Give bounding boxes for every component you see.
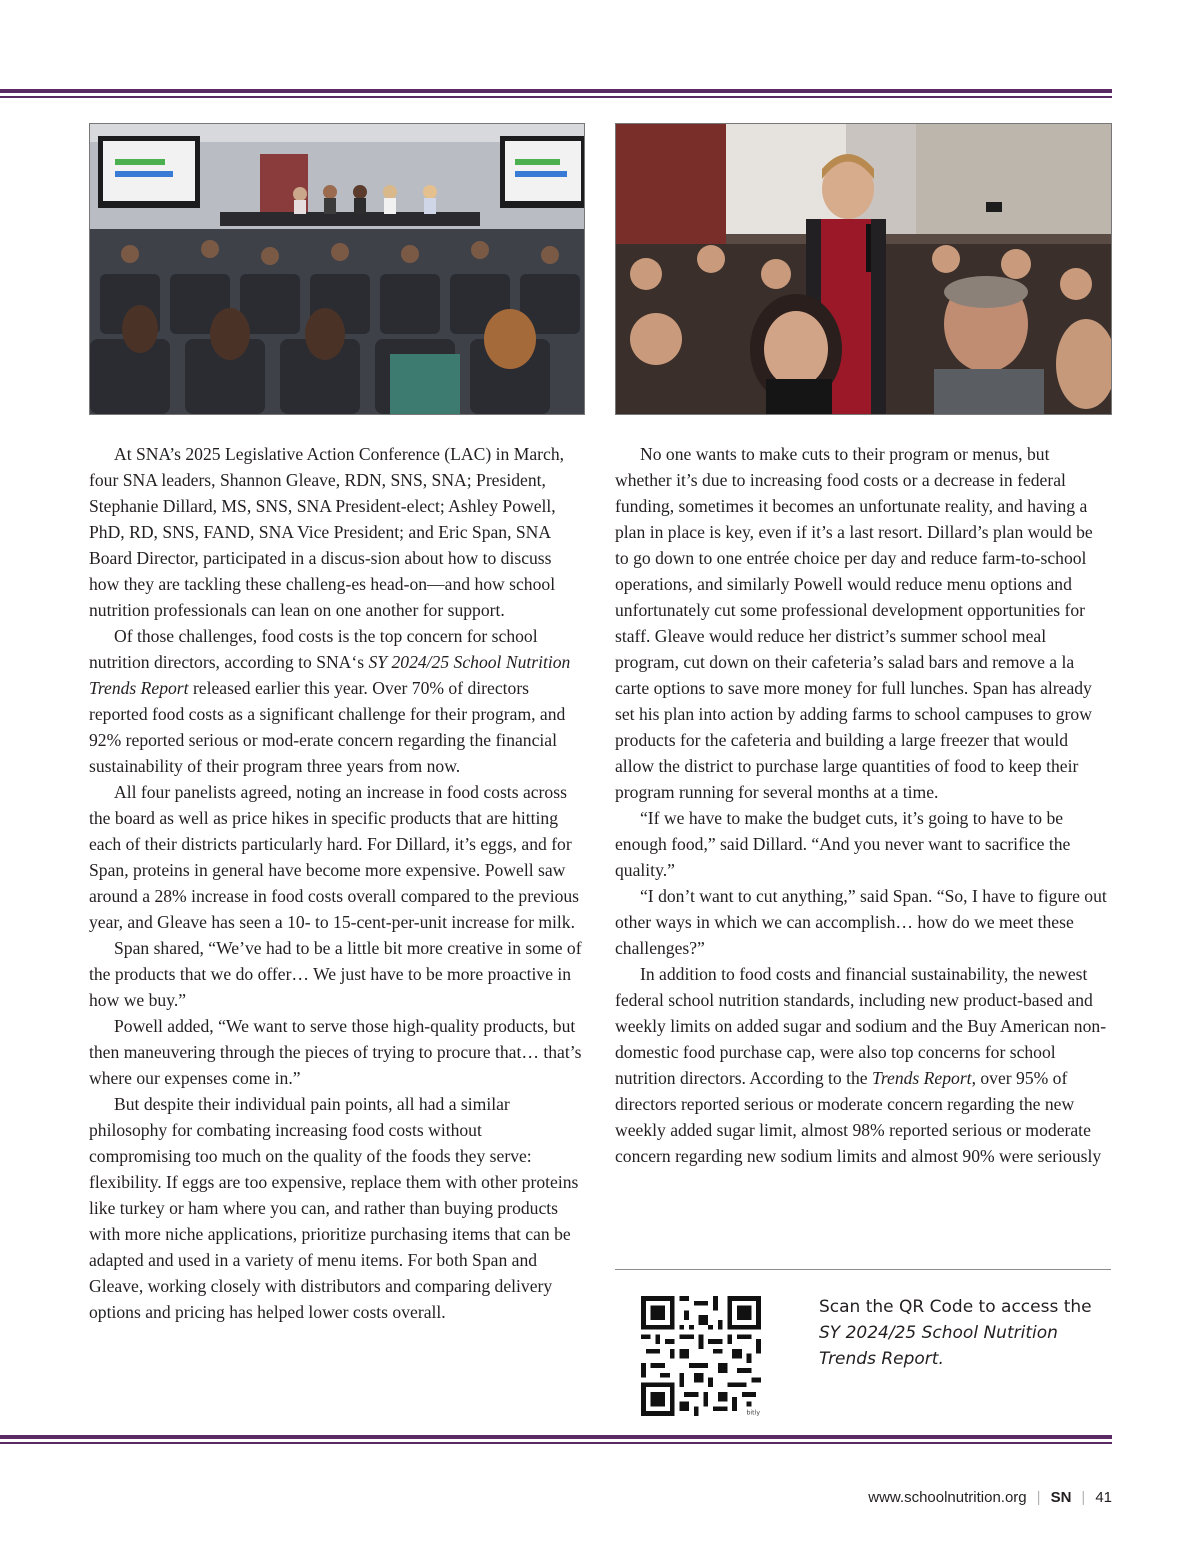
report-title: SY 2024/25 School Nutrition Trends Report (89, 652, 571, 698)
article-left-column (89, 441, 584, 1325)
top-rule (0, 89, 1112, 98)
qr-brand-label: bitly (746, 1409, 761, 1416)
article-paragraph: No one wants to make cuts to their program or menus, but whether it’s due to increasing food costs or a decrease in federal funding, sometimes it becomes an unfortunate reality, and having a plan in place is key, even if it’s a last resort. Dillard’s plan would be to go down to one entrée choice per day and reduce farm-to-school operations, and similarly Powell would reduce menu options and unfortunately cut some professional development opportunities for staff. Gleave would reduce her district’s summer school meal program, cut down on their cafeteria’s salad bars and remove a la carte options to save more money for full lunches. Span has already set his plan into action by adding farms to school campuses to grow products for the cafeteria and building a large freezer that would allow the district to purchase large quantities of food to keep their program running for several months at a time. (615, 444, 1093, 802)
article-paragraph: Powell added, “We want to serve those high-quality products, but then maneuvering through the pieces of trying to procure that… that’s where our expenses come in.” (89, 1016, 582, 1088)
speaker-with-microphone-photo (615, 123, 1112, 415)
paragraph-text: In addition to food costs and financial sustainability, the newest federal school nutrition standards, including new product-based and weekly limits on added sugar and sodium and the Buy American non-domestic food purchase cap, were also top concerns for school nutrition directors. According to the (615, 964, 1107, 1088)
article-paragraph: “I don’t want to cut anything,” said Span. “So, I have to figure out other ways in which we can accomplish… how do we meet these challenges?” (615, 886, 1107, 958)
page-footer (868, 1489, 1112, 1506)
article-paragraph: At SNA’s 2025 Legislative Action Conference (LAC) in March, four SNA leaders, Shannon Gleave, RDN, SNS, SNA; President, Stephanie Dillard, MS, SNS, SNA President-elect; Ashley Powell, PhD, RD, SNS, FAND, SNA Vice President; and Eric Span, SNA Board Director, participated in a discus-sion about how to discuss how they are tackling these challeng-es head-on—and how school nutrition professionals can lean on one another for support. (89, 444, 565, 620)
conference-audience-photo (89, 123, 585, 415)
qr-caption (819, 1294, 1104, 1372)
paragraph-text: Of those challenges, food costs is the top concern for school nutrition directors, according to SNA‘s (89, 626, 538, 672)
footer-publication: SN (1050, 1489, 1072, 1506)
footer-separator: | (1081, 1489, 1086, 1506)
paragraph-text: , over 95% of directors reported serious or moderate concern regarding the new weekly added sugar limit, almost 98% reported serious or moderate concern regarding new sodium limits and almost 90% were seriously (615, 1068, 1102, 1166)
qr-divider (615, 1269, 1111, 1270)
qr-caption-title: SY 2024/25 School Nutrition Trends Report (819, 1323, 1058, 1369)
article-paragraph: Span shared, “We’ve had to be a little bit more creative in some of the products that we do offer… We just have to be more proactive in how we buy.” (89, 938, 582, 1010)
footer-url[interactable]: www.schoolnutrition.org (868, 1489, 1027, 1506)
article-paragraph: All four panelists agreed, noting an increase in food costs across the board as well as price hikes in specific products that are hitting each of their districts particularly hard. For Dillard, it’s eggs, and for Span, proteins in general have become more expensive. Powell saw around a 28% increase in food costs overall compared to the previous year, and Gleave has seen a 10- to 15-cent-per-unit increase for milk. (89, 782, 580, 932)
article-right-column (615, 441, 1110, 1169)
qr-caption-end: . (938, 1349, 944, 1369)
article-paragraph: “If we have to make the budget cuts, it’s going to have to be enough food,” said Dillard. “And you never want to sacrifice the quality.” (615, 808, 1071, 880)
qr-caption-text: Scan the QR Code to access the (819, 1297, 1092, 1317)
article-paragraph (89, 623, 584, 779)
paragraph-text: released earlier this year. Over 70% of directors reported food costs as a significant challenge for their program, and 92% reported serious or mod-erate concern regarding the financial sustainability of their program three years from now. (89, 678, 566, 776)
qr-code[interactable] (641, 1296, 761, 1416)
footer-separator: | (1036, 1489, 1041, 1506)
page-number: 41 (1095, 1489, 1112, 1506)
article-paragraph: But despite their individual pain points, all had a similar philosophy for combating increasing food costs without compromising too much on the quality of the foods they serve: flexibility. If eggs are too expensive, replace them with other proteins like turkey or ham where you can, and rather than buying products with more niche applications, prioritize purchasing items that can be adapted and used in a variety of menu items. For both Span and Gleave, working closely with distributors and comparing delivery options and pricing has helped lower costs overall. (89, 1094, 579, 1322)
bottom-rule (0, 1435, 1112, 1444)
report-title: Trends Report (872, 1068, 972, 1088)
article-paragraph (615, 961, 1110, 1169)
